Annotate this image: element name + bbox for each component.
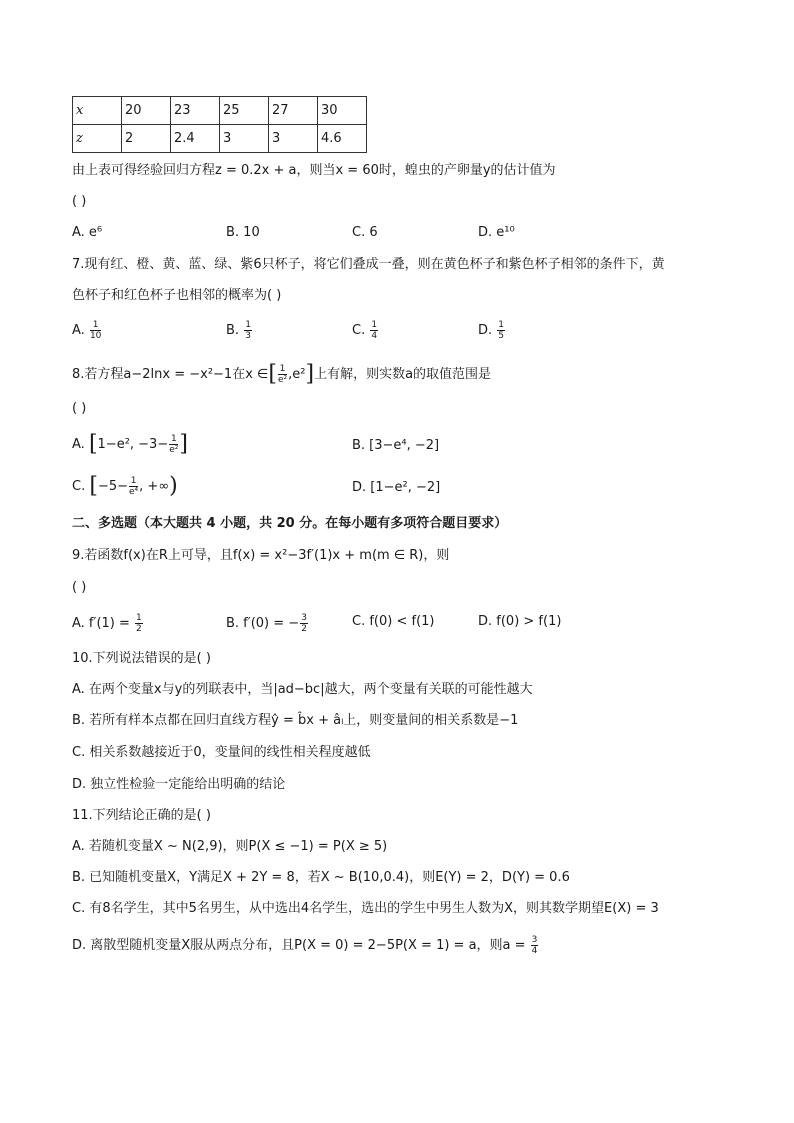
q9-option-a: A. f′(1) = $\frac{1}{2}$ <box>72 613 142 634</box>
table-cell: 25 <box>220 97 269 125</box>
table-cell: x <box>73 97 122 125</box>
table-row <box>73 125 367 153</box>
q7-line1: 7.现有红、橙、黄、蓝、绿、紫6只杯子，将它们叠成一叠，则在黄色杯子和紫色杯子相邻的条件下，黄 <box>72 257 665 272</box>
fraction: $\frac{1}{\text{e⁴}}$ <box>129 476 139 497</box>
q7-option-a <box>72 320 102 341</box>
q7-option-b <box>226 320 253 341</box>
fraction: $\frac{1}{2}$ <box>136 613 142 634</box>
section-heading: 二、多选题（本大题共 4 小题，共 20 分。在每小题有多项符合题目要求） <box>72 516 508 531</box>
q9-text: 9.若函数f(x)在R上可导，且f(x) = x²−3f′(1)x + m(m ∈ R)，则 <box>72 548 450 563</box>
q9-paren: ( ) <box>72 580 87 595</box>
q7-option-label: B. <box>226 323 240 338</box>
fraction: $\frac{1}{\text{e²}}$ <box>277 364 288 385</box>
table-cell: 3 <box>220 125 269 153</box>
q7-line2: 色杯子和红色杯子也相邻的概率为( ) <box>72 288 282 303</box>
q11-title: 11.下列结论正确的是( ) <box>72 808 211 823</box>
q9-option-b: B. f′(0) = − $\frac{3}{2}$ <box>226 613 307 634</box>
q7-option-label: C. <box>352 323 366 338</box>
table-cell: 23 <box>171 97 220 125</box>
q8-option-a: A. [1−e², −3− $\frac{1}{\text{e²}}$ ] <box>72 431 188 457</box>
fraction: $\frac{1}{3}$ <box>245 320 251 341</box>
fraction: $\frac{1}{\text{e²}}$ <box>169 434 179 455</box>
table-cell: 2.4 <box>171 125 220 153</box>
q6-option-c: C. 6 <box>352 225 378 240</box>
q6-option-d: D. e¹⁰ <box>478 225 515 240</box>
q10-option-c: C. 相关系数越接近于0，变量间的线性相关程度越低 <box>72 745 371 760</box>
q6-paren: ( ) <box>72 194 87 209</box>
q6-text: 由上表可得经验回归方程z = 0.2x + a，则当x = 60时，蝗虫的产卵量y的估计值为 <box>72 163 556 178</box>
q6-option-a: A. e⁶ <box>72 225 103 240</box>
q10-option-d: D. 独立性检验一定能给出明确的结论 <box>72 777 286 792</box>
q11-option-a: A. 若随机变量X ~ N(2,9)，则P(X ≤ −1) = P(X ≥ 5) <box>72 839 388 854</box>
table-cell: 4.6 <box>318 125 367 153</box>
q10-option-a: A. 在两个变量x与y的列联表中，当|ad−bc|越大，两个变量有关联的可能性越大 <box>72 682 533 697</box>
q7-option-label: D. <box>478 323 493 338</box>
fraction: $\frac{1}{4}$ <box>371 320 378 341</box>
fraction: $\frac{1}{10}$ <box>89 320 102 341</box>
fraction: $\frac{1}{5}$ <box>498 320 505 341</box>
table-cell: 20 <box>122 97 171 125</box>
table-row <box>73 97 367 125</box>
table-cell: 2 <box>122 125 171 153</box>
q8-option-b: B. [3−e⁴, −2] <box>352 438 440 453</box>
q11-option-c: C. 有8名学生，其中5名男生，从中选出4名学生，选出的学生中男生人数为X，则其数学期望E(X) = 3 <box>72 901 659 916</box>
data-table <box>72 96 367 153</box>
q8-option-d: D. [1−e², −2] <box>352 480 441 495</box>
q8-option-c: C. [−5− $\frac{1}{\text{e⁴}}$ , +∞) <box>72 473 178 499</box>
q11-option-d: D. 离散型随机变量X服从两点分布，且P(X = 0) = 2−5P(X = 1) = a，则a = $\frac{3}{4}$ <box>72 935 538 956</box>
q8-text: 8.若方程a−2lnx = −x²−1在x ∈[ $\frac{1}{\text{e²}}$ ,e²]上有解，则实数a的取值范围是 <box>72 361 492 387</box>
q7-option-label: A. <box>72 323 85 338</box>
q9-option-d: D. f(0) > f(1) <box>478 614 562 629</box>
q8-paren: ( ) <box>72 401 87 416</box>
q10-option-b: B. 若所有样本点都在回归直线方程ŷ = b̂x + âₗ上，则变量间的相关系数是−1 <box>72 713 519 728</box>
table-cell: z <box>73 125 122 153</box>
q11-option-b: B. 已知随机变量X，Y满足X + 2Y = 8，若X ~ B(10,0.4)，则E(Y) = 2，D(Y) = 0.6 <box>72 870 570 885</box>
table-cell: 3 <box>269 125 318 153</box>
q6-option-b: B. 10 <box>226 225 260 240</box>
fraction: $\frac{3}{4}$ <box>531 935 538 956</box>
q10-title: 10.下列说法错误的是( ) <box>72 651 211 666</box>
q7-option-d <box>478 320 506 341</box>
table-cell: 30 <box>318 97 367 125</box>
fraction: $\frac{3}{2}$ <box>301 613 307 634</box>
q9-option-c: C. f(0) < f(1) <box>352 614 435 629</box>
q7-option-c <box>352 320 379 341</box>
table-cell: 27 <box>269 97 318 125</box>
